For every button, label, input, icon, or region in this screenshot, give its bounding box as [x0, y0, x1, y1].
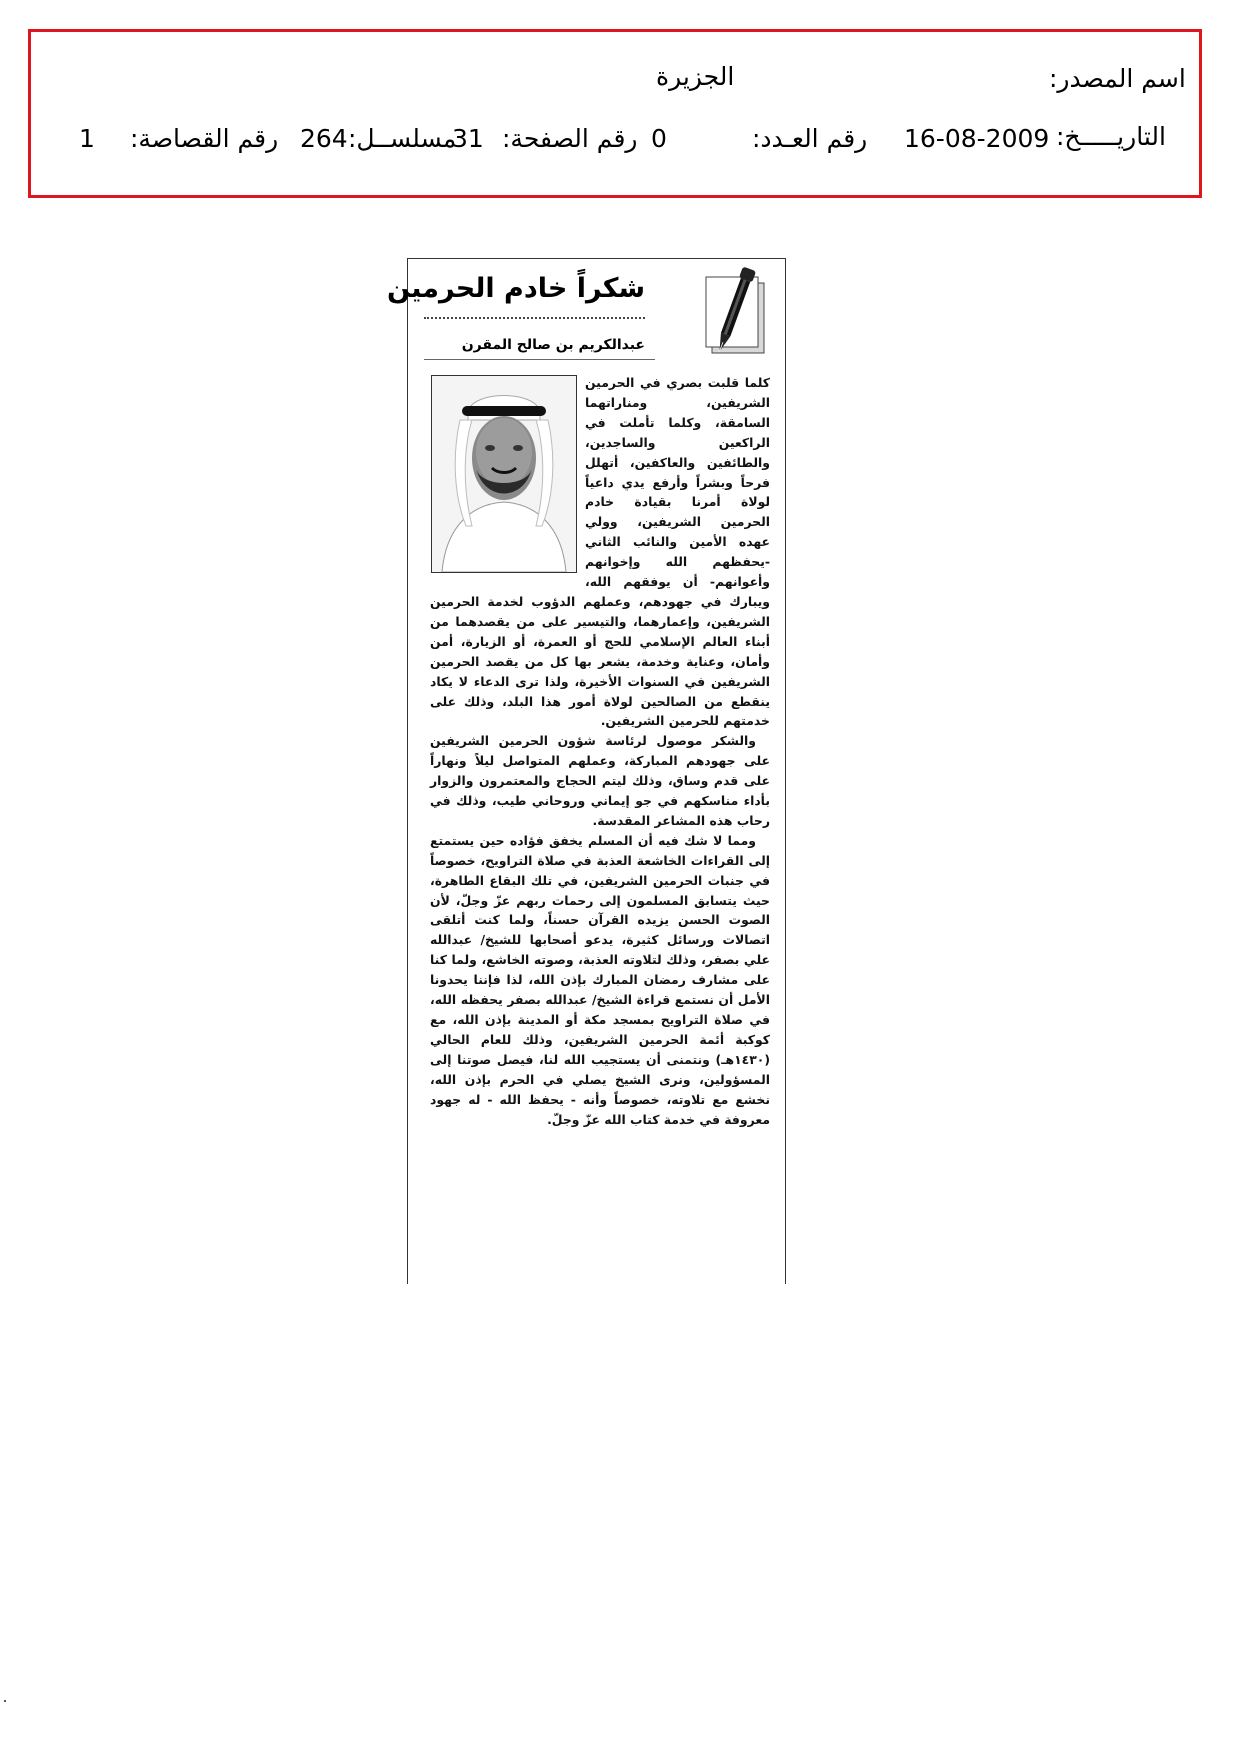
page-label: رقم الصفحة: [502, 124, 638, 153]
source-label: اسم المصدر: [1049, 64, 1186, 93]
date-label: التاريـــــخ: [1056, 122, 1166, 151]
source-value: الجزيرة [656, 62, 735, 91]
serial-value: 31 [452, 124, 484, 153]
article-paragraph: كلما قلبت بصري في الحرمين الشريفين، ومناراتهما السامقة، وكلما تأملت في الراكعين والساجدين، والطائفين والعاكفين، أتهلل فرحاً وبشراً وأرفع يدي داعياً لولاة أمرنا بقيادة خادم الحرمين الشريفين، وولي عهده الأمين والنائب الثاني -يحفظهم الله وإخوانهم وأعوانهم- أن يوفقهم الله، ويبارك في جهودهم، وعملهم الدؤوب لخدمة الحرمين الشريفين، وإعمارهما، والتيسير على من يقصدهما من أبناء العالم الإسلامي للحج أو العمرة، أو الزيارة، أمن وأمان، وعناية وخدمة، يشعر بها كل من يقصد الحرمين الشريفين في السنوات الأخيرة، ولذا ترى الدعاء لا يكاد ينقطع من الصالحين لولاة أمور هذا البلد، وذلك على خدمتهم للحرمين الشريفين. [430, 375, 770, 729]
article-author: عبدالكريم بن صالح المقرن [461, 337, 645, 353]
clip-label: رقم القصاصة: [130, 124, 279, 153]
author-divider [424, 359, 655, 360]
issue-label: رقم العـدد: [752, 124, 868, 153]
page-value: 0 [651, 124, 667, 153]
article-paragraph: والشكر موصول لرئاسة شؤون الحرمين الشريفين على جهودهم المباركة، وعملهم المتواصل ليلاً ونهاراً على قدم وساق، وذلك ليتم الحجاج والمعتمرون والزوار بأداء مناسكهم في جو إيماني وروحاني طيب، وذلك في رحاب هذه المشاعر المقدسة. [430, 733, 770, 828]
scan-speck [4, 1700, 6, 1702]
trailing-value: 1 [79, 124, 95, 153]
title-divider [424, 317, 645, 319]
clip-value: 264 [300, 124, 348, 153]
pen-icon [698, 265, 774, 363]
newspaper-clipping [386, 258, 786, 1284]
article-paragraph: ومما لا شك فيه أن المسلم يخفق فؤاده حين يستمتع إلى القراءات الخاشعة العذبة في صلاة التراويح، خصوصاً في جنبات الحرمين الشريفين، في تلك البقاع الطاهرة، حيث يتسابق المسلمون إلى رحمات ربهم عزّ وجلّ، لأن الصوت الحسن يزيده القرآن حسناً، ولما كنت أتلقى اتصالات ورسائل كثيرة، يدعو أصحابها للشيخ/ عبدالله علي بصفر، وذلك لتلاوته العذبة، وصوته الخاشع، ولما كنا على مشارف رمضان المبارك بإذن الله، لذا فإننا يحدونا الأمل أن نستمع قراءة الشيخ/ عبدالله بصفر يحفظه الله، في صلاة التراويح بمسجد مكة أو المدينة بإذن الله، مع كوكبة أئمة الحرمين الشريفين، وذلك للعام الحالي (١٤٣٠هـ) ونتمنى أن يستجيب الله لنا، فيصل صوتنا إلى المسؤولين، ونرى الشيخ يصلي في الحرم بإذن الله، نخشع مع تلاوته، خصوصاً وأنه - يحفظ الله - له جهود معروفة في خدمة كتاب الله عزّ وجلّ. [430, 832, 770, 1127]
article-body [430, 373, 770, 1129]
serial-label: مسلســل: [348, 124, 457, 153]
date-value: 16-08-2009 [904, 124, 1050, 153]
clipping-header-box [28, 29, 1202, 198]
article-title: شكراً خادم الحرمين [386, 273, 645, 304]
